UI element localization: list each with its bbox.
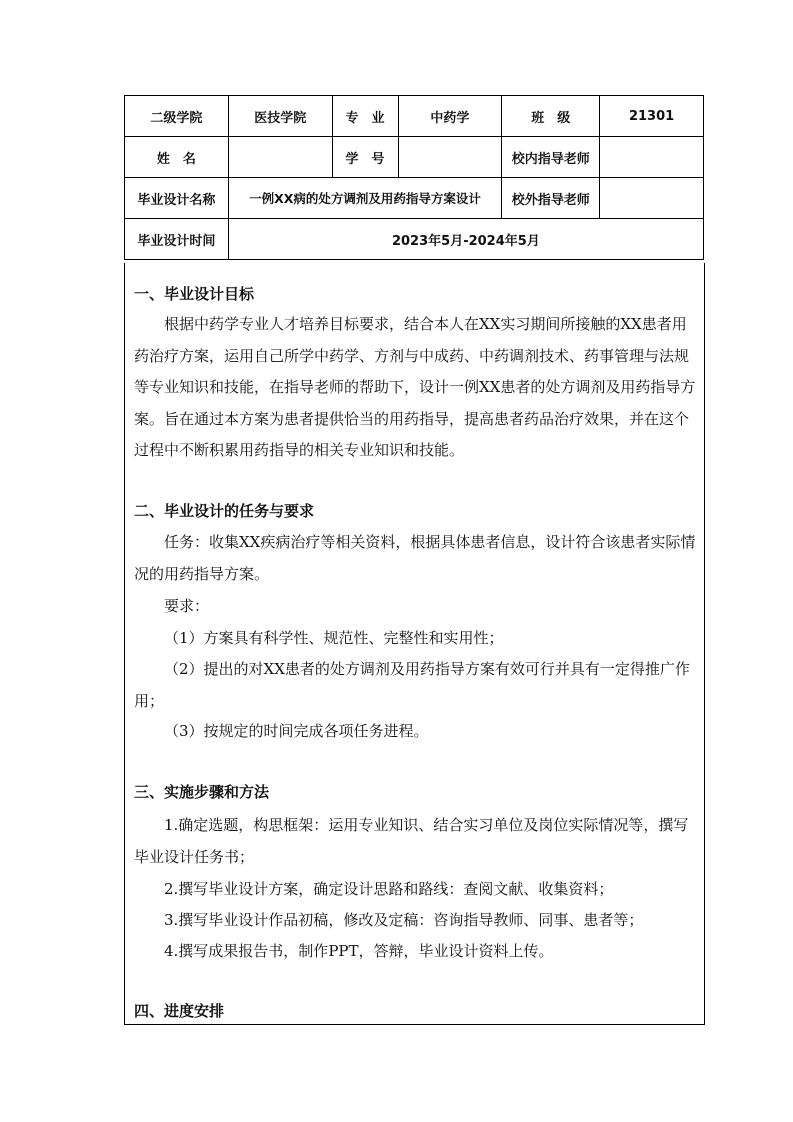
table-row [125,219,704,260]
college-value: 医技学院 [228,96,332,137]
frame-right-border [704,263,705,1025]
section-4-title: 四、进度安排 [134,1002,225,1020]
student-id-value [398,137,502,178]
section-2-task: 任务：收集XX疾病治疗等相关资料，根据具体患者信息，设计符合该患者实际情况的用药指导方案。 [134,533,696,583]
section-3-step-4: 4.撰写成果报告书，制作PPT，答辩，毕业设计资料上传。 [164,942,554,960]
section-2-req-3: （3）按规定的时间完成各项任务进程。 [164,722,429,740]
design-time-value: 2023年5月-2024年5月 [228,219,703,260]
frame-bottom-border [124,1024,705,1025]
table-row [125,178,704,219]
info-table [124,95,704,260]
inner-advisor-label: 校内指导老师 [502,137,600,178]
outer-advisor-value [600,178,704,219]
section-3-step-1: 1.确定选题，构思框架：运用专业知识、结合实习单位及岗位实际情况等，撰写毕业设计任务书； [134,816,689,866]
section-1-title: 一、毕业设计目标 [134,285,255,303]
section-3-step-2: 2.撰写毕业设计方案，确定设计思路和路线：查阅文献、收集资料； [164,880,614,898]
major-value: 中药学 [398,96,502,137]
design-name-label: 毕业设计名称 [125,178,229,219]
design-time-label: 毕业设计时间 [125,219,229,260]
major-label: 专 业 [332,96,398,137]
section-2-title: 二、毕业设计的任务与要求 [134,502,315,520]
class-label: 班 级 [502,96,600,137]
frame-left-border [124,263,125,1025]
design-name-value: 一例XX病的处方调剂及用药指导方案设计 [228,178,501,219]
college-label: 二级学院 [125,96,229,137]
section-2-req-1: （1）方案具有科学性、规范性、完整性和实用性； [164,629,504,647]
section-2-requirements-label: 要求： [164,597,210,615]
table-row [125,137,704,178]
section-2-req-2: （2）提出的对XX患者的处方调剂及用药指导方案有效可行并具有一定得推广作用； [134,660,690,710]
inner-advisor-value [600,137,704,178]
section-3-step-3: 3.撰写毕业设计作品初稿，修改及定稿：咨询指导教师、同事、患者等； [164,911,644,929]
table-row [125,96,704,137]
student-id-label: 学 号 [332,137,398,178]
section-3-title: 三、实施步骤和方法 [134,783,270,801]
name-label: 姓 名 [125,137,229,178]
name-value [228,137,332,178]
section-1-paragraph: 根据中药学专业人才培养目标要求，结合本人在XX实习期间所接触的XX患者用药治疗方案，运用自己所学中药学、方剂与中成药、中药调剂技术、药事管理与法规等专业知识和技能，在指导老师的帮助下，设计一例XX患者的处方调剂及用药指导方案。旨在通过本方案为患者提供恰当的用药指导，提高患者药品治疗效果，并在这个过程中不断积累用药指导的相关专业知识和技能。 [134,315,696,459]
outer-advisor-label: 校外指导老师 [502,178,600,219]
class-value: 21301 [600,96,704,137]
